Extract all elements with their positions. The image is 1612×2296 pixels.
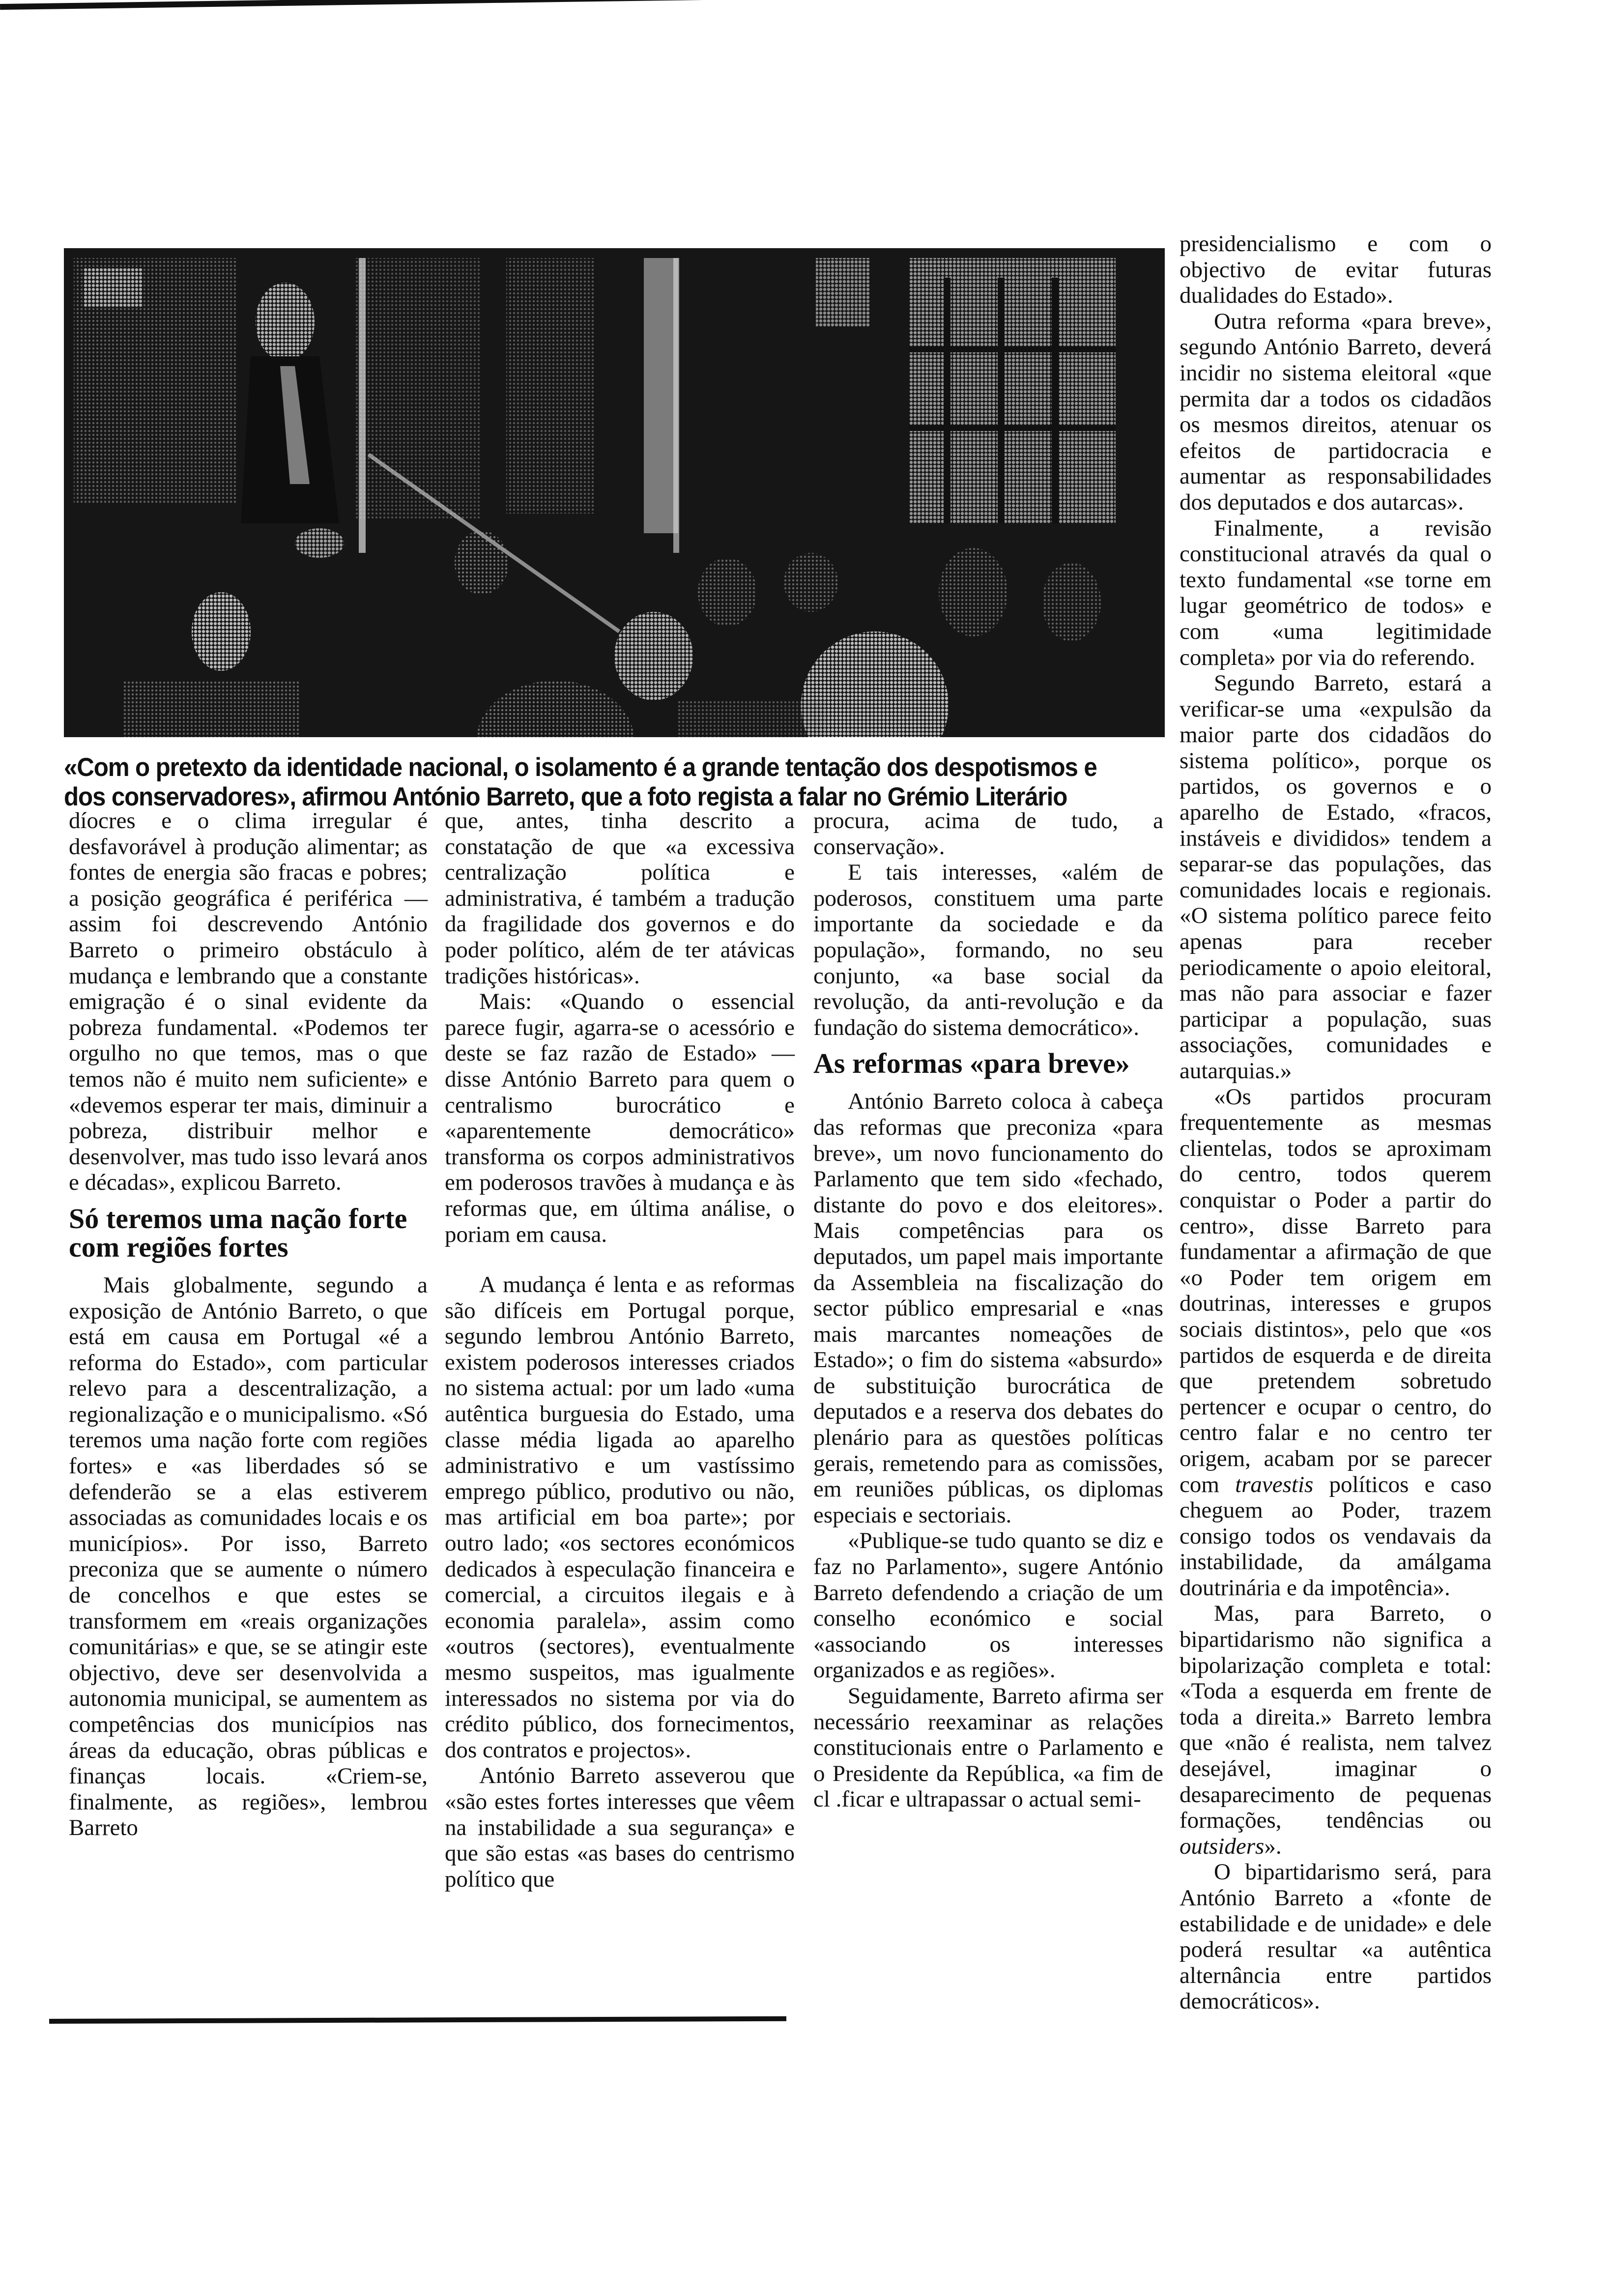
paragraph-gap <box>445 1247 795 1272</box>
paragraph: díocres e o clima irregular é desfavorável à produção alimentar; as fontes de energia são fracas e pobres; a posição geográfica é periférica — assim foi descrevendo António Barreto o primeiro obstáculo à mudança e lembrando que a constante emigração é o sinal evidente da pobreza fundamental. «Podemos ter orgulho no que temos, mas o que temos não é muito nem suficiente» e «devemos esperar ter mais, diminuir a pobreza, distribuir melhor e desenvolver, mas tudo isso levará anos e décadas», explicou Barreto. <box>69 808 428 1196</box>
paragraph: A mudança é lenta e as reformas são difíceis em Portugal porque, segundo lembrou António Barreto, existem poderosos interesses criados no sistema actual: por um lado «uma autêntica burguesia do Estado, uma classe média ligada ao aparelho administrativo e um vastíssimo emprego público, produtivo ou não, mas artificial em boa parte»; por outro lado; «os sectores económicos dedicados à especulação financeira e comercial, a circuitos ilegais e à economia paralela», assim como «outros (sectores), eventualmente mesmo suspeitos, mas igualmente interessados no sistema por via do crédito público, dos fornecimentos, dos contratos e projectos». <box>445 1272 795 1763</box>
article-column-1 <box>69 808 428 1841</box>
paragraph: Finalmente, a revisão constitucional através da qual o texto fundamental «se torne em lugar geométrico de todos» e com «uma legitimidade completa» por via do referendo. <box>1180 515 1492 670</box>
paragraph <box>1180 1084 1492 1601</box>
text-run: ». <box>1264 1833 1282 1859</box>
paragraph: Segundo Barreto, estará a verificar-se uma «expulsão da maior parte dos cidadãos do sistema político», porque os partidos, os governos e o aparelho de Estado, «fracos, instáveis e divididos» tendem a separar-se das populações, das comunidades locais e regionais. «O sistema político parece feito apenas para receber periodicamente o apoio eleitoral, mas não para associar e fazer participar a população, suas associações, comunidades e autarquias.» <box>1180 670 1492 1084</box>
photo-halftone <box>64 248 1165 737</box>
caption-line-2: dos conservadores», afirmou António Barreto, que a foto regista a falar no Grémio Literário <box>64 782 1067 811</box>
article-column-4 <box>1180 231 1492 2014</box>
text-run: «Os partidos procuram frequentemente as mesmas clientelas, todos se aproximam do centro, todos querem conquistar o Poder a partir do centro», disse Barreto para fundamentar a afirmação de que «o Poder tem origem em doutrinas, interesses e grupos sociais distintos», pelo que «os partidos de esquerda e de direita que pretendem sobretudo pertencer e ocupar o centro, do centro falar e no centro ter origem, acabam por se parecer com <box>1180 1084 1492 1497</box>
text-run: Mas, para Barreto, o bipartidarismo não significa a bipolarização completa e total: «Toda a esquerda em frente de toda a direita.» Barreto lembra que «não é realista, nem talvez desejável, imaginar o desaparecimento de pequenas formações, tendências ou <box>1180 1601 1492 1834</box>
paragraph: Mais: «Quando o essencial parece fugir, agarra-se o acessório e deste se faz razão de Estado» — disse António Barreto para quem o centralismo burocrático e «aparentemente democrático» transforma os corpos administrativos em poderosos travões à mudança e às reformas que, em última análise, o poriam em causa. <box>445 989 795 1247</box>
paragraph: procura, acima de tudo, a conservação». <box>813 808 1163 860</box>
photo-caption <box>64 753 1170 812</box>
article-column-3 <box>813 808 1163 1812</box>
paragraph: António Barreto asseverou que «são estes fortes interesses que vêem na instabilidade a sua segurança» e que são estas «as bases do centrismo político que <box>445 1763 795 1892</box>
paragraph: «Publique-se tudo quanto se diz e faz no Parlamento», sugere António Barreto defendendo a criação de um conselho económico e social «associando os interesses organizados e as regiões». <box>813 1528 1163 1683</box>
paragraph: Seguidamente, Barreto afirma ser necessário reexaminar as relações constitucionais entre o Parlamento e o Presidente da República, «a fim de cl .ficar e ultrapassar o actual semi- <box>813 1683 1163 1812</box>
article-column-2 <box>445 808 795 1892</box>
paragraph: Outra reforma «para breve», segundo António Barreto, deverá incidir no sistema eleitoral «que permita dar a todos os cidadãos os mesmos direitos, atenuar os efeitos de partidocracia e aumentar as responsabilidades dos deputados e dos autarcas». <box>1180 308 1492 515</box>
caption-line-1: «Com o pretexto da identidade nacional, o isolamento é a grande tentação dos despotismos e <box>64 753 1097 782</box>
paragraph: António Barreto coloca à cabeça das reformas que preconiza «para breve», um novo funcionamento do Parlamento que tem sido «fechado, distante do povo e dos eleitores». Mais competências para os deputados, um papel mais importante da Assembleia na fiscalização do sector público empresarial e «nas mais marcantes nomeações de Estado»; o fim do sistema «absurdo» de substituição burocrática de deputados e a reserva dos debates do plenário para as questões políticas gerais, remetendo para as comissões, em reuniões públicas, os diplomas especiais e sectoriais. <box>813 1089 1163 1528</box>
section-heading-regioes: Só teremos uma nação forte com regiões fortes <box>69 1202 407 1263</box>
paragraph: E tais interesses, «além de poderosos, constituem uma parte importante da sociedade e da população», formando, no seu conjunto, «a base social da revolução, da anti-revolução e da fundação do sistema democrático». <box>813 860 1163 1040</box>
italic-term: outsiders <box>1180 1833 1265 1859</box>
paragraph: Mais globalmente, segundo a exposição de António Barreto, o que está em causa em Portugal «é a reforma do Estado», com particular relevo para a descentralização, a regionalização e o municipalismo. «Só teremos uma nação forte com regiões fortes» e «as liberdades só se defenderão se a elas estiverem associadas as comunidades locais e os municípios». Por isso, Barreto preconiza que se aumente o número de concelhos e que estes se transformem em «reais organizações comunitárias» e que, se se atingir este objectivo, deve ser desenvolvida a autonomia municipal, se aumentem as competências dos municípios nas áreas da educação, obras públicas e finanças locais. «Criem-se, finalmente, as regiões», lembrou Barreto <box>69 1272 428 1841</box>
section-heading-reformas: As reformas «para breve» <box>813 1047 1130 1080</box>
paragraph <box>1180 1601 1492 1859</box>
bottom-rule <box>49 2016 786 2024</box>
text-run: políticos e caso cheguem ao Poder, trazem consigo todos os vendavais da instabilidade, da amálgama doutrinária e da impotência». <box>1180 1471 1492 1601</box>
top-border-rule <box>0 0 1155 10</box>
paragraph: O bipartidarismo será, para António Barreto a «fonte de estabilidade e de unidade» e dele poderá resultar «a autêntica alternância entre partidos democráticos». <box>1180 1859 1492 2014</box>
article-photo <box>64 248 1165 737</box>
italic-term: travestis <box>1235 1471 1314 1497</box>
paragraph: que, antes, tinha descrito a constatação de que «a excessiva centralização política e administrativa, é também a tradução da fragilidade dos governos e do poder político, além de ter atávicas tradições históricas». <box>445 808 795 989</box>
paragraph: presidencialismo e com o objectivo de evitar futuras dualidades do Estado». <box>1180 231 1492 309</box>
